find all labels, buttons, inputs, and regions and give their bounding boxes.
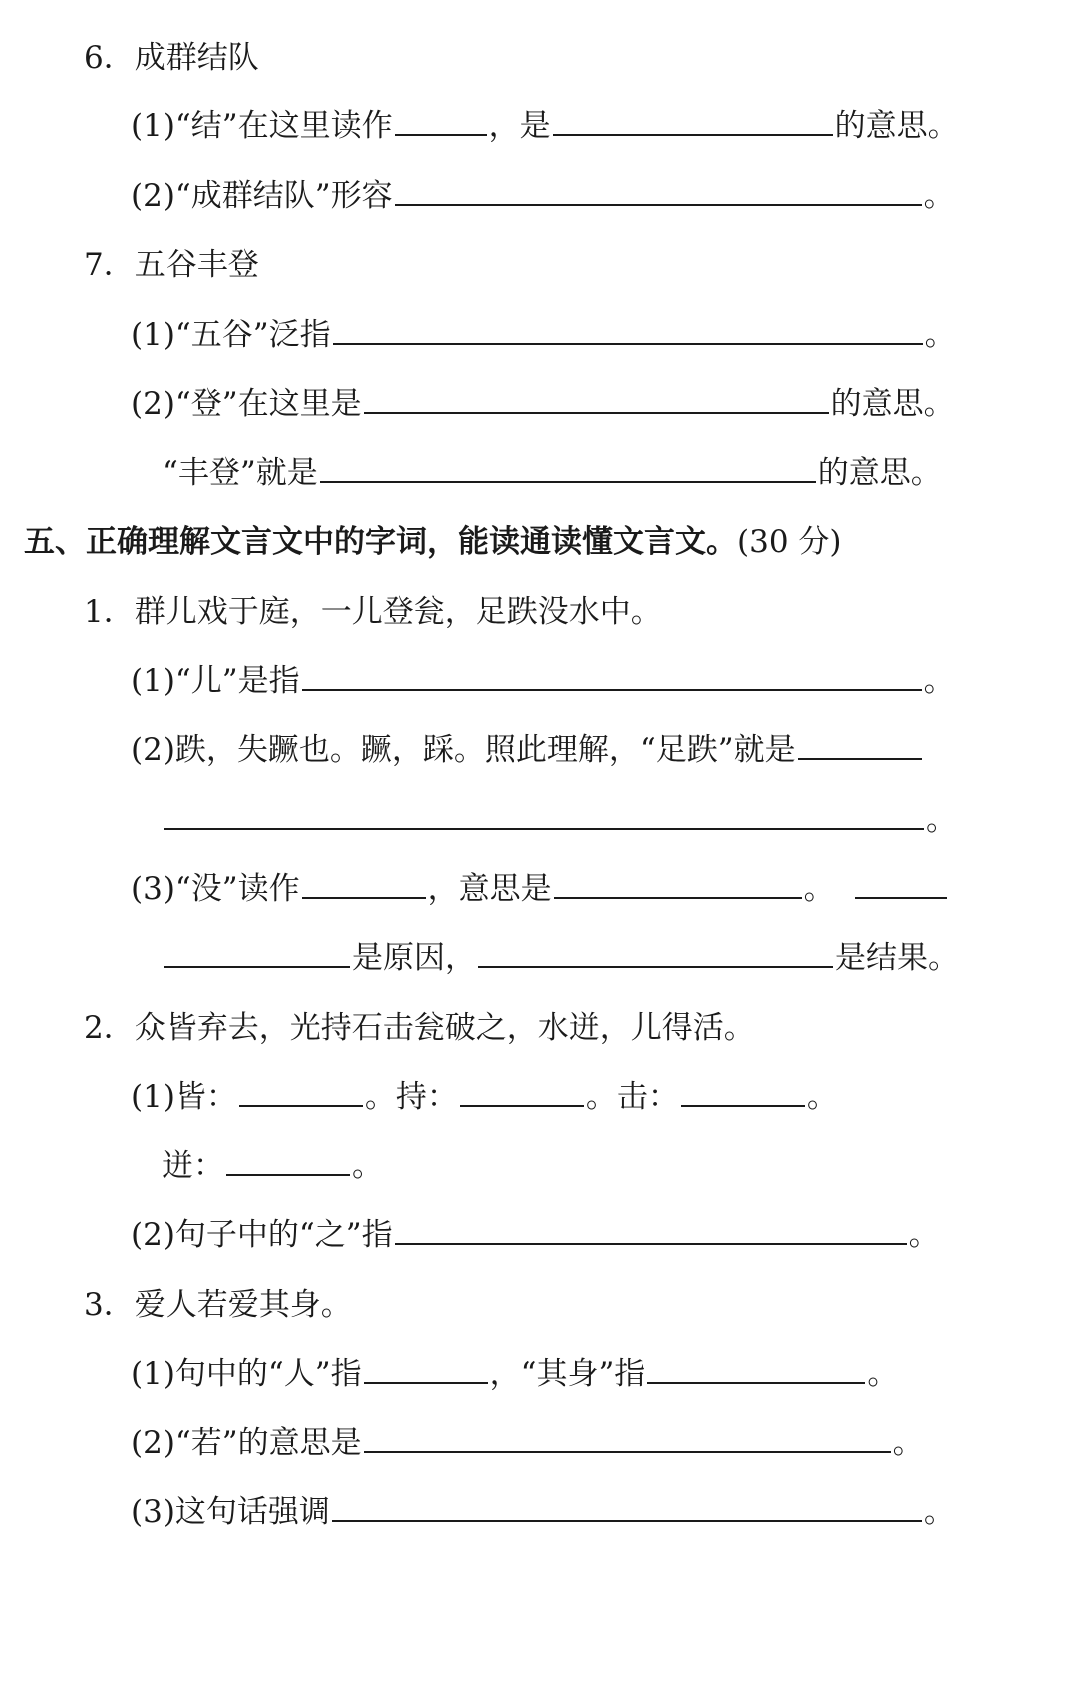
q7-sub1: (1)“五谷”泛指 。 [131,317,956,353]
answer-blank[interactable] [164,800,924,830]
p1-title: 1．群儿戏于庭，一儿登瓮，足跌没水中。 [84,594,662,630]
p3-sub3: (3)这句话强调 。 [131,1494,955,1530]
answer-blank[interactable] [239,1077,363,1107]
answer-blank[interactable] [681,1077,805,1107]
p1-sub3: (3)“没”读作 ，意思是 。 [131,867,949,911]
answer-blank[interactable] [364,1354,488,1384]
q6-sub1: (1)“结”在这里读作 ，是 的意思。 [131,108,959,144]
answer-blank[interactable] [302,869,426,899]
q7-title: 7．五谷丰登 [84,247,259,283]
answer-blank[interactable] [226,1146,350,1176]
p1-sub1: (1)“儿”是指 。 [131,663,955,699]
p2-sub1: (1)皆： 。持： 。击： 。 [131,1079,838,1115]
answer-blank[interactable] [364,384,829,414]
answer-blank[interactable] [460,1077,584,1107]
answer-blank[interactable] [395,1215,907,1245]
answer-blank[interactable] [395,106,487,136]
answer-blank[interactable] [647,1354,865,1384]
q6-sub2: (2)“成群结队”形容 。 [131,178,955,214]
answer-blank[interactable] [395,176,922,206]
p2-sub2: (2)句子中的“之”指 。 [131,1217,940,1253]
p1-sub3-cont: 是原因， 是结果。 [162,936,959,980]
q6-title: 6．成群结队 [84,40,259,76]
answer-blank[interactable] [553,106,833,136]
p1-sub2-cont: 。 [162,798,957,842]
answer-blank[interactable] [320,453,816,483]
p2-sub1-cont: 迸： 。 [162,1148,383,1184]
p3-title: 3．爱人若爱其身。 [84,1287,352,1323]
p3-sub2: (2)“若”的意思是 。 [131,1425,924,1461]
answer-blank[interactable] [332,1492,922,1522]
p3-sub1: (1)句中的“人”指 ，“其身”指 。 [131,1356,899,1392]
answer-blank[interactable] [478,938,833,968]
p2-title: 2．众皆弃去，光持石击瓮破之，水迸，儿得活。 [84,1010,755,1046]
answer-blank[interactable] [798,730,922,760]
answer-blank[interactable] [302,661,922,691]
section-heading: 五、正确理解文言文中的字词，能读通读懂文言文。(30 分) [24,524,842,560]
q7-sub3: “丰登”就是 的意思。 [162,455,942,491]
answer-blank[interactable] [554,869,802,899]
q7-sub2: (2)“登”在这里是 的意思。 [131,386,955,422]
answer-blank[interactable] [164,938,350,968]
answer-blank[interactable] [855,869,947,899]
answer-blank[interactable] [364,1423,891,1453]
answer-blank[interactable] [333,315,923,345]
p1-sub2: (2)跌，失蹶也。蹶，踩。照此理解，“足跌”就是 [131,728,924,772]
